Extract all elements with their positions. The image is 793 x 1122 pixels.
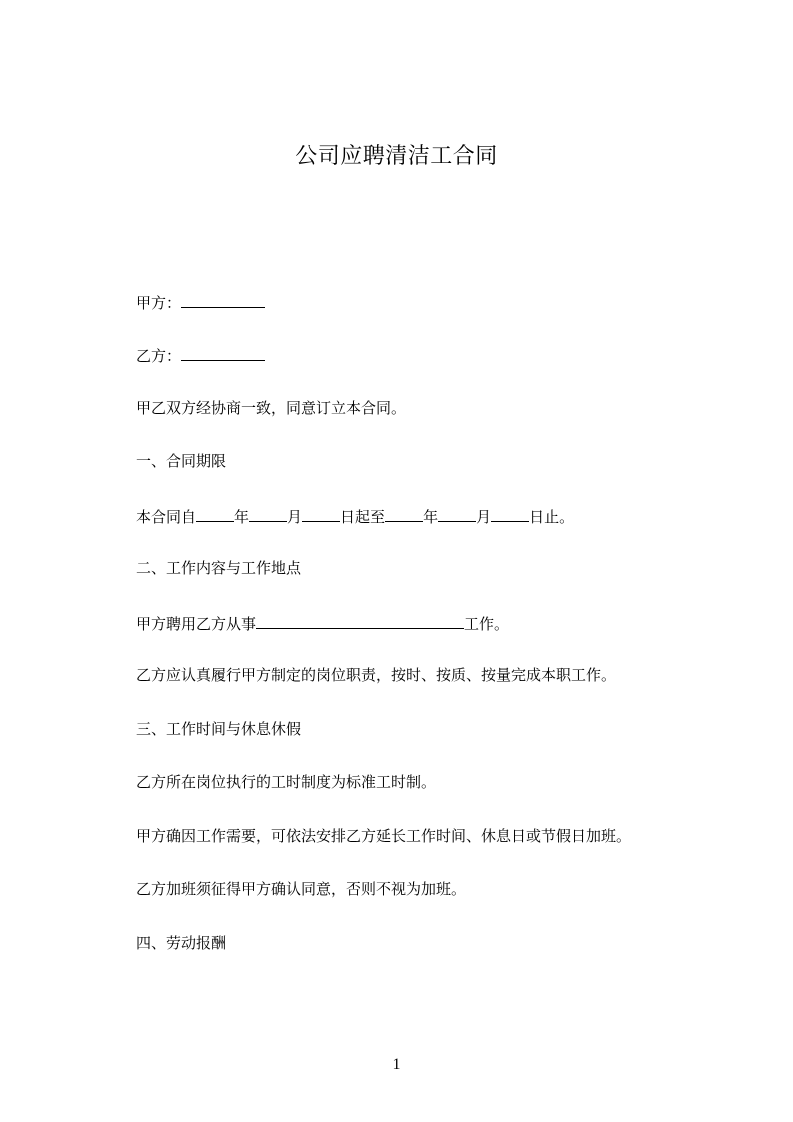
start-year-blank bbox=[196, 505, 234, 522]
party-b-line bbox=[136, 344, 265, 366]
term-text-from: 本合同自 bbox=[136, 508, 197, 526]
section-1-heading: 一、合同期限 bbox=[136, 452, 227, 470]
party-a-line bbox=[136, 291, 265, 313]
job-text-suffix: 工作。 bbox=[464, 615, 510, 633]
job-title-blank bbox=[256, 612, 464, 629]
term-text-to: 日起至 bbox=[340, 508, 386, 526]
section-3-heading: 三、工作时间与休息休假 bbox=[136, 720, 302, 738]
document-title: 公司应聘清洁工合同 bbox=[295, 144, 498, 169]
start-month-blank bbox=[249, 505, 287, 522]
overtime-paragraph: 甲方确因工作需要，可依法安排乙方延长工作时间、休息日或节假日加班。 bbox=[136, 827, 632, 845]
end-month-blank bbox=[438, 505, 476, 522]
end-day-blank bbox=[491, 505, 529, 522]
intro-paragraph: 甲乙双方经协商一致，同意订立本合同。 bbox=[136, 399, 407, 417]
term-text-month-2: 月 bbox=[476, 508, 492, 526]
page-number: 1 bbox=[392, 1056, 401, 1073]
party-b-blank bbox=[181, 344, 265, 361]
term-text-year: 年 bbox=[234, 508, 250, 526]
party-a-blank bbox=[181, 291, 265, 308]
term-text-end: 日止。 bbox=[529, 508, 575, 526]
party-a-label: 甲方： bbox=[136, 294, 182, 312]
party-b-label: 乙方： bbox=[136, 347, 182, 365]
job-text-prefix: 甲方聘用乙方从事 bbox=[136, 615, 257, 633]
job-assignment-line bbox=[136, 612, 509, 634]
start-day-blank bbox=[302, 505, 340, 522]
section-4-heading: 四、劳动报酬 bbox=[136, 934, 227, 952]
duties-paragraph: 乙方应认真履行甲方制定的岗位职责，按时、按质、按量完成本职工作。 bbox=[136, 666, 617, 684]
term-text-month: 月 bbox=[287, 508, 303, 526]
working-hours-paragraph: 乙方所在岗位执行的工时制度为标准工时制。 bbox=[136, 773, 437, 791]
overtime-approval-paragraph: 乙方加班须征得甲方确认同意，否则不视为加班。 bbox=[136, 880, 467, 898]
term-text-year-2: 年 bbox=[423, 508, 439, 526]
end-year-blank bbox=[385, 505, 423, 522]
section-2-heading: 二、工作内容与工作地点 bbox=[136, 559, 302, 577]
contract-term-line bbox=[136, 505, 574, 527]
